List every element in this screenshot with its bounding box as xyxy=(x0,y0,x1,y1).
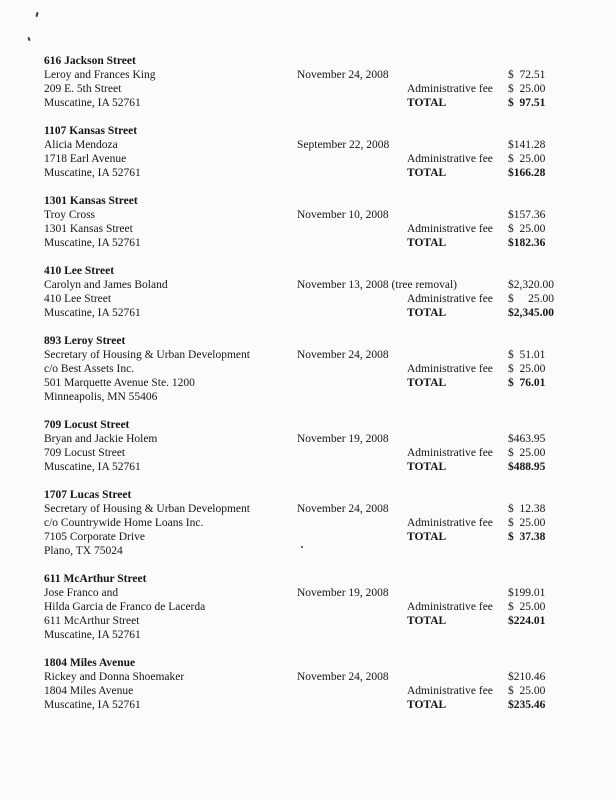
fee-label xyxy=(407,68,508,82)
amount-value: $ 76.01 xyxy=(508,377,546,389)
entry-row xyxy=(44,362,598,376)
service-date xyxy=(297,460,407,474)
entry-row xyxy=(44,530,598,544)
entry-row xyxy=(44,432,598,446)
entry-row xyxy=(44,152,598,166)
fee-label: Administrative fee xyxy=(407,517,493,529)
entry-row xyxy=(44,502,598,516)
amount-value: $ 51.01 xyxy=(508,349,546,361)
service-date: November 19, 2008 xyxy=(297,587,389,599)
amount-value: $ 25.00 xyxy=(508,293,554,305)
fee-label: Administrative fee xyxy=(407,83,493,95)
fee-label xyxy=(407,208,508,222)
amount-value: $ 97.51 xyxy=(508,97,546,109)
amount-value: $166.28 xyxy=(508,167,546,179)
amount-value xyxy=(508,544,598,558)
service-date xyxy=(297,306,407,320)
fee-label xyxy=(407,670,508,684)
owner-address-line: Alicia Mendoza xyxy=(44,139,118,151)
amount-value: $ 25.00 xyxy=(508,83,546,95)
owner-address-line: c/o Best Assets Inc. xyxy=(44,363,135,375)
amount-value: $ 72.51 xyxy=(508,69,546,81)
property-entry xyxy=(44,656,598,712)
owner-address-line: Minneapolis, MN 55406 xyxy=(44,391,158,403)
amount-value: $182.36 xyxy=(508,237,546,249)
property-address-header: 709 Locust Street xyxy=(44,419,130,431)
property-entry xyxy=(44,488,598,558)
service-date xyxy=(297,530,407,544)
fee-label xyxy=(407,544,508,558)
fee-label: TOTAL xyxy=(407,531,447,543)
amount-value xyxy=(508,390,598,404)
amount-value: $ 25.00 xyxy=(508,363,546,375)
entry-row xyxy=(44,446,598,460)
property-entry xyxy=(44,264,598,320)
amount-value: $ 25.00 xyxy=(508,685,546,697)
entry-row xyxy=(44,684,598,698)
owner-address-line: Leroy and Frances King xyxy=(44,69,156,81)
service-date xyxy=(297,390,407,404)
owner-address-line: Secretary of Housing & Urban Development xyxy=(44,503,250,515)
entry-row xyxy=(44,516,598,530)
service-date xyxy=(297,292,407,306)
service-date: November 10, 2008 xyxy=(297,209,389,221)
amount-value: $199.01 xyxy=(508,587,546,599)
scan-mark xyxy=(301,546,303,548)
service-date xyxy=(297,698,407,712)
service-date xyxy=(297,628,407,642)
entry-row xyxy=(44,306,598,320)
amount-value: $141.28 xyxy=(508,139,546,151)
fee-label xyxy=(407,390,508,404)
fee-label: TOTAL xyxy=(407,307,447,319)
entry-row xyxy=(44,390,598,404)
amount-value: $2,345.00 xyxy=(508,307,554,319)
fee-label xyxy=(407,502,508,516)
property-address-header: 1301 Kansas Street xyxy=(44,195,138,207)
amount-value: $488.95 xyxy=(508,461,546,473)
fee-label: Administrative fee xyxy=(407,601,493,613)
owner-address-line: Troy Cross xyxy=(44,209,96,221)
fee-label xyxy=(407,278,508,292)
property-address-header: 611 McArthur Street xyxy=(44,573,147,585)
service-date xyxy=(297,166,407,180)
service-date: November 24, 2008 xyxy=(297,503,389,515)
entry-row xyxy=(44,292,598,306)
property-address-header: 616 Jackson Street xyxy=(44,55,136,67)
service-date xyxy=(297,684,407,698)
fee-label: Administrative fee xyxy=(407,363,493,375)
entry-row xyxy=(44,82,598,96)
owner-address-line: Hilda Garcia de Franco de Lacerda xyxy=(44,601,206,613)
property-entry xyxy=(44,194,598,250)
owner-address-line: Muscatine, IA 52761 xyxy=(44,699,141,711)
entry-row xyxy=(44,278,598,292)
owner-address-line: 410 Lee Street xyxy=(44,293,112,305)
entry-row xyxy=(44,96,598,110)
property-entry xyxy=(44,54,598,110)
service-date xyxy=(297,96,407,110)
fee-label: TOTAL xyxy=(407,461,447,473)
owner-address-line: 209 E. 5th Street xyxy=(44,83,122,95)
fee-label xyxy=(407,586,508,600)
fee-label: Administrative fee xyxy=(407,223,493,235)
service-date xyxy=(297,222,407,236)
amount-value: $2,320.00 xyxy=(508,279,554,291)
service-date xyxy=(297,362,407,376)
amount-value: $ 37.38 xyxy=(508,531,546,543)
amount-value: $ 25.00 xyxy=(508,447,546,459)
owner-address-line: 1301 Kansas Street xyxy=(44,223,133,235)
property-address-header: 1804 Miles Avenue xyxy=(44,657,136,669)
entry-row xyxy=(44,376,598,390)
entry-row xyxy=(44,600,598,614)
service-date xyxy=(297,614,407,628)
owner-address-line: Muscatine, IA 52761 xyxy=(44,629,141,641)
entry-row xyxy=(44,544,598,558)
amount-value: $463.95 xyxy=(508,433,546,445)
fee-label: Administrative fee xyxy=(407,153,493,165)
amount-value xyxy=(508,628,598,642)
service-date xyxy=(297,516,407,530)
owner-address-line: Muscatine, IA 52761 xyxy=(44,237,141,249)
service-date xyxy=(297,600,407,614)
property-entry xyxy=(44,572,598,642)
amount-value: $157.36 xyxy=(508,209,546,221)
entry-row xyxy=(44,166,598,180)
owner-address-line: Muscatine, IA 52761 xyxy=(44,97,141,109)
owner-address-line: Jose Franco and xyxy=(44,587,119,599)
service-date xyxy=(297,446,407,460)
entry-row xyxy=(44,628,598,642)
service-date: September 22, 2008 xyxy=(297,139,390,151)
service-date: November 24, 2008 xyxy=(297,69,389,81)
owner-address-line: 611 McArthur Street xyxy=(44,615,140,627)
service-date xyxy=(297,376,407,390)
fee-label: TOTAL xyxy=(407,699,447,711)
amount-value: $ 25.00 xyxy=(508,601,546,613)
fee-label xyxy=(407,138,508,152)
service-date: November 19, 2008 xyxy=(297,433,389,445)
fee-label: TOTAL xyxy=(407,237,447,249)
owner-address-line: Rickey and Donna Shoemaker xyxy=(44,671,185,683)
owner-address-line: Carolyn and James Boland xyxy=(44,279,168,291)
entry-row xyxy=(44,348,598,362)
owner-address-line: Secretary of Housing & Urban Development xyxy=(44,349,250,361)
fee-label: Administrative fee xyxy=(407,685,493,697)
entry-row xyxy=(44,614,598,628)
entry-row xyxy=(44,138,598,152)
property-entry xyxy=(44,334,598,404)
amount-value: $210.46 xyxy=(508,671,546,683)
amount-value: $ 25.00 xyxy=(508,517,546,529)
fee-label: TOTAL xyxy=(407,377,447,389)
owner-address-line: 7105 Corporate Drive xyxy=(44,531,145,543)
fee-label: TOTAL xyxy=(407,615,447,627)
entry-row xyxy=(44,236,598,250)
service-date: November 24, 2008 xyxy=(297,349,389,361)
service-date xyxy=(297,544,407,558)
owner-address-line: 1718 Earl Avenue xyxy=(44,153,127,165)
fee-label xyxy=(407,628,508,642)
property-address-header: 1107 Kansas Street xyxy=(44,125,138,137)
entry-row xyxy=(44,68,598,82)
entry-row xyxy=(44,222,598,236)
owner-address-line: 501 Marquette Avenue Ste. 1200 xyxy=(44,377,195,389)
owner-address-line: Muscatine, IA 52761 xyxy=(44,167,141,179)
entry-row xyxy=(44,670,598,684)
fee-label: Administrative fee xyxy=(407,293,493,305)
service-date: November 24, 2008 xyxy=(297,671,389,683)
amount-value: $235.46 xyxy=(508,699,546,711)
fee-label: TOTAL xyxy=(407,167,447,179)
owner-address-line: 709 Locust Street xyxy=(44,447,126,459)
owner-address-line: Bryan and Jackie Holem xyxy=(44,433,158,445)
owner-address-line: Plano, TX 75024 xyxy=(44,545,123,557)
property-entry xyxy=(44,418,598,474)
service-date xyxy=(297,152,407,166)
owner-address-line: c/o Countrywide Home Loans Inc. xyxy=(44,517,204,529)
entry-row xyxy=(44,208,598,222)
owner-address-line: Muscatine, IA 52761 xyxy=(44,461,141,473)
property-address-header: 893 Leroy Street xyxy=(44,335,126,347)
amount-value: $224.01 xyxy=(508,615,546,627)
property-address-header: 1707 Lucas Street xyxy=(44,489,132,501)
entry-row xyxy=(44,698,598,712)
entry-row xyxy=(44,460,598,474)
property-address-header: 410 Lee Street xyxy=(44,265,115,277)
service-date: November 13, 2008 (tree removal) xyxy=(297,279,457,291)
entry-row xyxy=(44,586,598,600)
owner-address-line: Muscatine, IA 52761 xyxy=(44,307,141,319)
owner-address-line: 1804 Miles Avenue xyxy=(44,685,134,697)
fee-label: TOTAL xyxy=(407,97,447,109)
fee-label: Administrative fee xyxy=(407,447,493,459)
amount-value: $ 25.00 xyxy=(508,223,546,235)
fee-label xyxy=(407,348,508,362)
fee-label xyxy=(407,432,508,446)
service-date xyxy=(297,82,407,96)
property-entry xyxy=(44,124,598,180)
amount-value: $ 25.00 xyxy=(508,153,546,165)
service-date xyxy=(297,236,407,250)
amount-value: $ 12.38 xyxy=(508,503,546,515)
